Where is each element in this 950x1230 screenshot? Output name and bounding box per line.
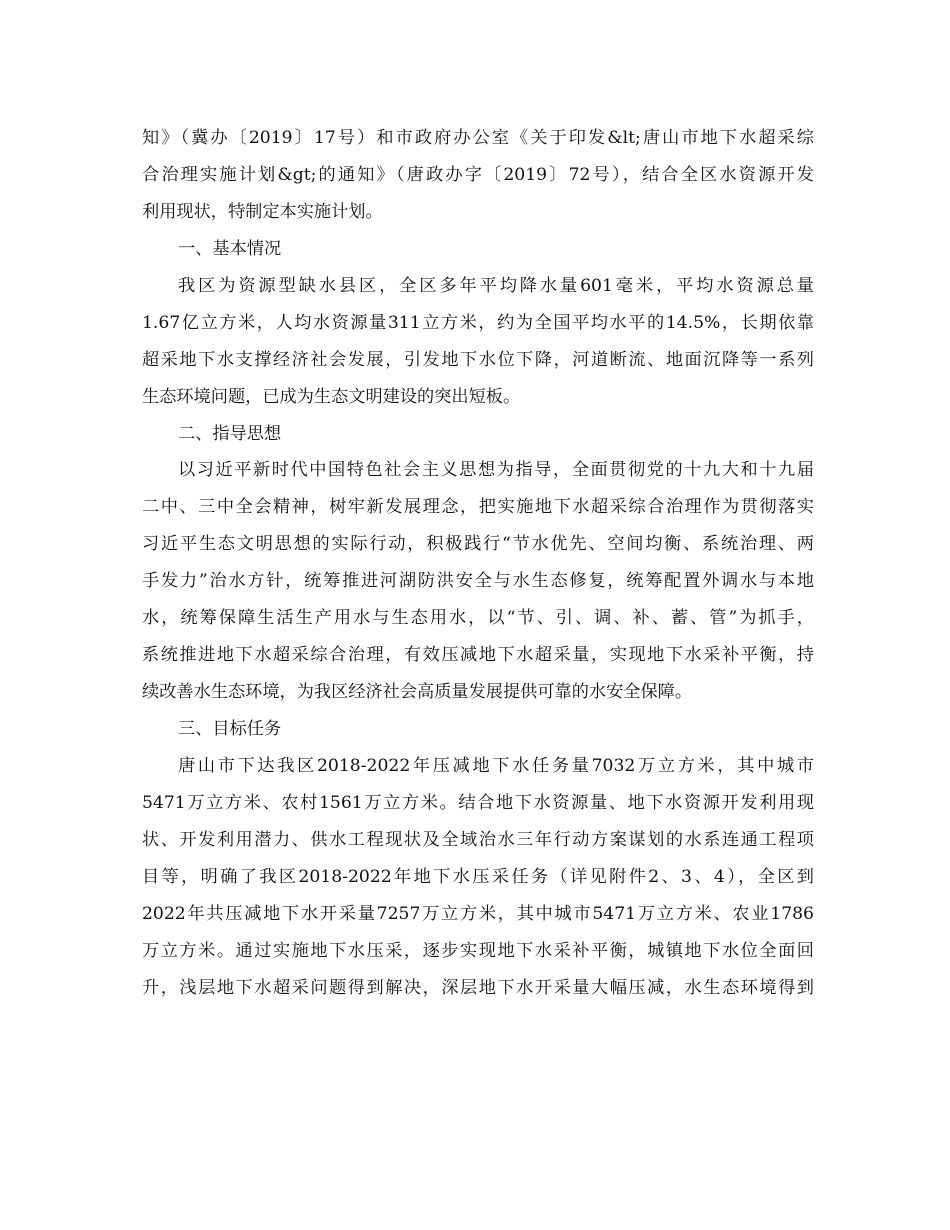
paragraph-line: 系统推进地下水超采综合治理，有效压减地下水超采量，实现地下水采补平衡，持	[142, 645, 814, 666]
paragraph-line: 以习近平新时代中国特色社会主义思想为指导，全面贯彻党的十九大和十九届	[178, 460, 814, 481]
paragraph-line: 唐山市下达我区2018-2022年压减地下水任务量7032万立方米，其中城市	[178, 755, 814, 776]
paragraph-line: 我区为资源型缺水县区，全区多年平均降水量601毫米，平均水资源总量	[178, 275, 814, 296]
paragraph-line: 二中、三中全会精神，树牢新发展理念，把实施地下水超采综合治理作为贯彻落实	[142, 497, 814, 518]
paragraph-line: 升，浅层地下水超采问题得到解决，深层地下水开采量大幅压减，水生态环境得到	[142, 977, 814, 998]
paragraph-line: 续改善水生态环境，为我区经济社会高质量发展提供可靠的水安全保障。	[142, 682, 693, 703]
paragraph-line: 目等，明确了我区2018-2022年地下水压采任务（详见附件2、3、4），全区到	[142, 866, 814, 887]
paragraph-line: 手发力”治水方针，统筹推进河湖防洪安全与水生态修复，统筹配置外调水与本地	[142, 571, 814, 592]
paragraph-line: 水，统筹保障生活生产用水与生态用水，以“节、引、调、补、蓄、管”为抓手，	[142, 608, 814, 629]
paragraph-line: 2022年共压减地下水开采量7257万立方米，其中城市5471万立方米、农业1786	[142, 903, 814, 924]
paragraph-line: 合治理实施计划&gt;的通知》（唐政办字〔2019〕72号），结合全区水资源开发	[142, 164, 814, 185]
paragraph-line: 习近平生态文明思想的实际行动，积极践行“节水优先、空间均衡、系统治理、两	[142, 534, 814, 555]
paragraph-line: 超采地下水支撑经济社会发展，引发地下水位下降，河道断流、地面沉降等一系列	[142, 349, 814, 370]
section-heading: 一、基本情况	[178, 238, 282, 259]
paragraph-line: 利用现状，特制定本实施计划。	[142, 201, 383, 222]
paragraph-line: 状、开发利用潜力、供水工程现状及全域治水三年行动方案谋划的水系连通工程项	[142, 829, 814, 850]
paragraph-line: 生态环境问题，已成为生态文明建设的突出短板。	[142, 386, 521, 407]
section-heading: 三、目标任务	[178, 719, 282, 739]
section-heading: 二、指导思想	[178, 423, 282, 444]
document-body	[142, 120, 814, 1007]
paragraph-line: 1.67亿立方米，人均水资源量311立方米，约为全国平均水平的14.5%，长期依靠	[142, 312, 814, 333]
paragraph-line: 知》（冀办〔2019〕17号）和市政府办公室《关于印发&lt;唐山市地下水超采综	[142, 128, 814, 148]
paragraph-line: 万立方米。通过实施地下水压采，逐步实现地下水采补平衡，城镇地下水位全面回	[142, 940, 814, 961]
paragraph-line: 5471万立方米、农村1561万立方米。结合地下水资源量、地下水资源开发利用现	[142, 792, 814, 813]
